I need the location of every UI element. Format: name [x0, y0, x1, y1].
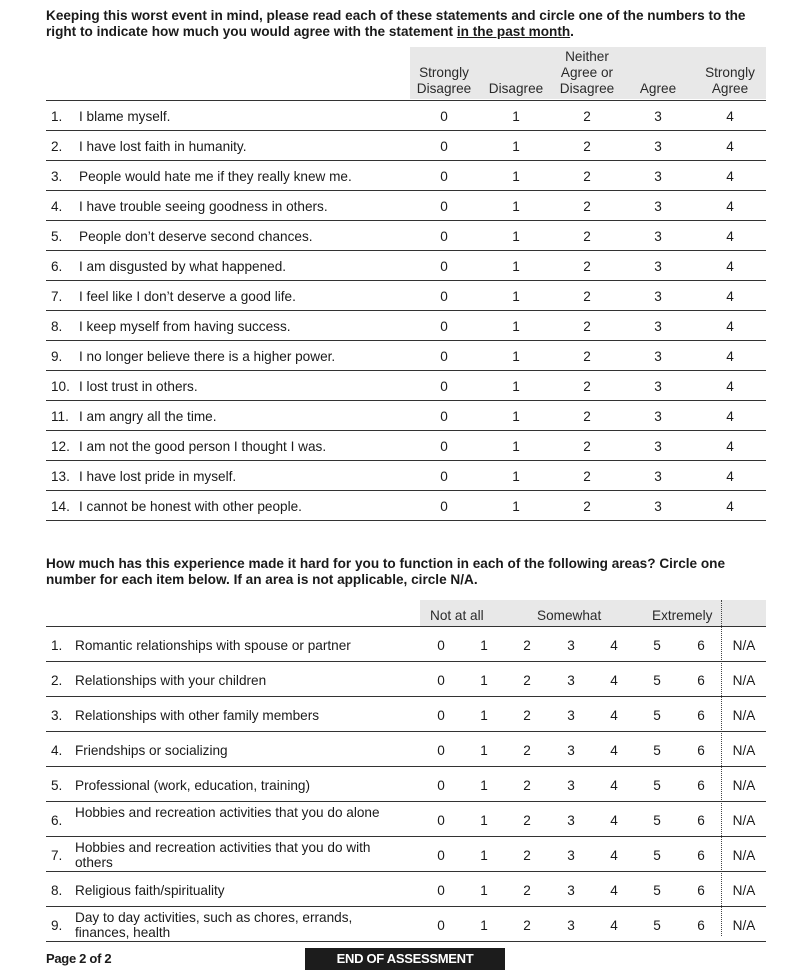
- rating-option[interactable]: 0: [437, 778, 445, 793]
- area-number: 4.: [51, 743, 63, 758]
- rating-option[interactable]: 4: [726, 229, 734, 244]
- rating-option[interactable]: 6: [697, 778, 705, 793]
- function-table-header: [46, 600, 766, 627]
- rating-option[interactable]: 0: [437, 883, 445, 898]
- statement-row: [46, 161, 766, 191]
- rating-option[interactable]: 3: [567, 918, 575, 933]
- rating-option[interactable]: 3: [654, 289, 662, 304]
- area-label: Relationships with other family members: [75, 708, 320, 723]
- rating-option[interactable]: 4: [726, 409, 734, 424]
- rating-option[interactable]: 4: [610, 743, 618, 758]
- area-number: 8.: [51, 883, 63, 898]
- area-number: 2.: [51, 673, 63, 688]
- rating-option[interactable]: 0: [437, 848, 445, 863]
- statement-text: I am not the good person I thought I was.: [79, 439, 327, 454]
- rating-option[interactable]: 5: [653, 673, 661, 688]
- area-label: Hobbies and recreation activities that you do alone: [75, 805, 380, 820]
- statement-number: 11.: [51, 409, 69, 424]
- rating-option[interactable]: 2: [583, 259, 591, 274]
- rating-option[interactable]: 2: [583, 289, 591, 304]
- function-area-row: [46, 837, 766, 872]
- rating-option[interactable]: 0: [437, 743, 445, 758]
- statement-row: [46, 131, 766, 161]
- function-area-row: [46, 802, 766, 837]
- statement-number: 7.: [51, 289, 63, 304]
- rating-option[interactable]: 1: [512, 109, 520, 124]
- statement-row: [46, 401, 766, 431]
- rating-option[interactable]: 0: [440, 199, 448, 214]
- rating-option[interactable]: 1: [512, 289, 520, 304]
- rating-option[interactable]: 2: [583, 469, 591, 484]
- rating-option[interactable]: 4: [726, 199, 734, 214]
- rating-option[interactable]: 0: [440, 379, 448, 394]
- rating-option[interactable]: 0: [440, 139, 448, 154]
- column-header-line: Agree: [711, 81, 749, 96]
- rating-option[interactable]: 0: [440, 109, 448, 124]
- rating-option[interactable]: 1: [480, 778, 488, 793]
- function-area-row: [46, 732, 766, 767]
- area-number: 7.: [51, 848, 63, 863]
- rating-option[interactable]: 0: [440, 259, 448, 274]
- rating-option[interactable]: 6: [697, 918, 705, 933]
- column-header: [480, 81, 552, 97]
- rating-option[interactable]: 1: [512, 259, 520, 274]
- column-header-line: Strongly: [419, 65, 469, 80]
- na-option[interactable]: N/A: [732, 813, 756, 828]
- rating-option[interactable]: 5: [653, 813, 661, 828]
- rating-option[interactable]: 0: [440, 469, 448, 484]
- rating-option[interactable]: 4: [726, 439, 734, 454]
- rating-option[interactable]: 6: [697, 708, 705, 723]
- statement-text: I am disgusted by what happened.: [79, 259, 287, 274]
- rating-option[interactable]: 1: [512, 169, 520, 184]
- rating-option[interactable]: 6: [697, 638, 705, 653]
- rating-option[interactable]: 4: [726, 379, 734, 394]
- rating-option[interactable]: 5: [653, 778, 661, 793]
- rating-option[interactable]: 3: [654, 469, 662, 484]
- area-label: Relationships with your children: [75, 673, 267, 688]
- statement-number: 4.: [51, 199, 63, 214]
- rating-option[interactable]: 0: [437, 708, 445, 723]
- statement-row: [46, 311, 766, 341]
- column-header-line: Strongly: [705, 65, 755, 80]
- rating-option[interactable]: 5: [653, 918, 661, 933]
- rating-option[interactable]: 1: [512, 469, 520, 484]
- rating-option[interactable]: 1: [512, 199, 520, 214]
- statement-text: I no longer believe there is a higher power.: [79, 349, 336, 364]
- area-number: 1.: [51, 638, 63, 653]
- na-option[interactable]: N/A: [732, 673, 756, 688]
- na-option[interactable]: N/A: [732, 848, 756, 863]
- rating-option[interactable]: 2: [583, 499, 591, 514]
- function-area-row: [46, 697, 766, 732]
- end-of-assessment-banner: END OF ASSESSMENT: [305, 948, 505, 970]
- rating-option[interactable]: 3: [567, 813, 575, 828]
- rating-option[interactable]: 0: [440, 289, 448, 304]
- function-area-row: [46, 627, 766, 662]
- na-option[interactable]: N/A: [732, 778, 756, 793]
- rating-option[interactable]: 2: [523, 638, 531, 653]
- rating-option[interactable]: 1: [512, 139, 520, 154]
- rating-option[interactable]: 1: [480, 848, 488, 863]
- rating-option[interactable]: 4: [726, 469, 734, 484]
- rating-option[interactable]: 1: [512, 229, 520, 244]
- rating-option[interactable]: 0: [440, 319, 448, 334]
- rating-option[interactable]: 4: [610, 708, 618, 723]
- area-number: 5.: [51, 778, 63, 793]
- column-header: [408, 65, 480, 97]
- statement-text: I lost trust in others.: [79, 379, 198, 394]
- rating-option[interactable]: 4: [726, 319, 734, 334]
- agreement-table-header: [46, 47, 766, 101]
- column-header-line: Disagree: [488, 81, 544, 96]
- rating-option[interactable]: 3: [567, 708, 575, 723]
- area-label: Professional (work, education, training): [75, 778, 310, 793]
- statement-row: [46, 491, 766, 521]
- statement-text: I keep myself from having success.: [79, 319, 291, 334]
- function-area-row: [46, 872, 766, 907]
- rating-option[interactable]: 0: [440, 409, 448, 424]
- rating-option[interactable]: 4: [610, 813, 618, 828]
- statement-number: 14.: [51, 499, 70, 514]
- statement-row: [46, 221, 766, 251]
- rating-option[interactable]: 5: [653, 638, 661, 653]
- rating-option[interactable]: 0: [440, 349, 448, 364]
- rating-option[interactable]: 0: [440, 229, 448, 244]
- na-option[interactable]: N/A: [732, 708, 756, 723]
- area-label: Hobbies and recreation activities that you do with others: [75, 840, 371, 870]
- statement-text: I am angry all the time.: [79, 409, 217, 424]
- column-header: [622, 81, 694, 97]
- rating-option[interactable]: 1: [480, 918, 488, 933]
- rating-option[interactable]: 6: [697, 848, 705, 863]
- na-option[interactable]: N/A: [732, 638, 756, 653]
- emphasis-past-month: in the past month: [456, 24, 571, 39]
- rating-option[interactable]: 4: [726, 169, 734, 184]
- statement-row: [46, 431, 766, 461]
- rating-option[interactable]: 1: [480, 708, 488, 723]
- statement-row: [46, 281, 766, 311]
- rating-option[interactable]: 2: [523, 708, 531, 723]
- column-header-line: Agree: [639, 81, 677, 96]
- rating-option[interactable]: 3: [567, 778, 575, 793]
- rating-option[interactable]: 0: [440, 169, 448, 184]
- rating-option[interactable]: 2: [523, 813, 531, 828]
- statement-text: I feel like I don’t deserve a good life.: [79, 289, 296, 304]
- column-header-line: Neither: [565, 49, 609, 64]
- rating-option[interactable]: 2: [583, 349, 591, 364]
- rating-option[interactable]: 2: [583, 379, 591, 394]
- statement-number: 8.: [51, 319, 63, 334]
- rating-option[interactable]: 4: [610, 883, 618, 898]
- function-area-row: [46, 662, 766, 697]
- rating-option[interactable]: 2: [523, 883, 531, 898]
- statement-text: I have trouble seeing goodness in others.: [79, 199, 328, 214]
- rating-option[interactable]: 3: [654, 109, 662, 124]
- rating-option[interactable]: 2: [523, 673, 531, 688]
- statement-text: People would hate me if they really knew me.: [79, 169, 352, 184]
- statement-text: I have lost faith in humanity.: [79, 139, 247, 154]
- na-option[interactable]: N/A: [732, 883, 756, 898]
- rating-option[interactable]: 3: [654, 439, 662, 454]
- header-somewhat: Somewhat: [537, 608, 602, 623]
- rating-option[interactable]: 6: [697, 673, 705, 688]
- column-header-line: Disagree: [559, 81, 615, 96]
- rating-option[interactable]: 4: [726, 139, 734, 154]
- statement-row: [46, 341, 766, 371]
- rating-option[interactable]: 4: [610, 918, 618, 933]
- function-area-row: [46, 907, 766, 942]
- statement-number: 1.: [51, 109, 63, 124]
- area-number: 9.: [51, 918, 63, 933]
- rating-option[interactable]: 6: [697, 883, 705, 898]
- page-number: Page 2 of 2: [46, 951, 112, 966]
- statement-row: [46, 461, 766, 491]
- function-area-row: [46, 767, 766, 802]
- rating-option[interactable]: 2: [583, 319, 591, 334]
- area-label: Friendships or socializing: [75, 743, 228, 758]
- statement-number: 10.: [51, 379, 70, 394]
- rating-option[interactable]: 6: [697, 813, 705, 828]
- agreement-table: [46, 47, 766, 521]
- na-option[interactable]: N/A: [732, 743, 756, 758]
- rating-option[interactable]: 3: [654, 499, 662, 514]
- column-header-line: Disagree: [416, 81, 472, 96]
- rating-option[interactable]: 2: [583, 109, 591, 124]
- rating-option[interactable]: 3: [567, 848, 575, 863]
- rating-option[interactable]: 4: [610, 638, 618, 653]
- rating-option[interactable]: 1: [512, 319, 520, 334]
- rating-option[interactable]: 4: [726, 259, 734, 274]
- rating-option[interactable]: 1: [512, 499, 520, 514]
- area-label: Day to day activities, such as chores, errands, finances, health: [75, 910, 353, 940]
- rating-option[interactable]: 1: [480, 638, 488, 653]
- column-header: [694, 65, 766, 97]
- rating-option[interactable]: 5: [653, 743, 661, 758]
- statement-text: People don’t deserve second chances.: [79, 229, 313, 244]
- area-label: Romantic relationships with spouse or partner: [75, 638, 351, 653]
- statement-number: 13.: [51, 469, 70, 484]
- rating-option[interactable]: 4: [610, 673, 618, 688]
- header-not-at-all: Not at all: [430, 608, 484, 623]
- rating-option[interactable]: 3: [654, 379, 662, 394]
- statement-number: 6.: [51, 259, 63, 274]
- rating-option[interactable]: 4: [610, 778, 618, 793]
- rating-option[interactable]: 4: [726, 109, 734, 124]
- rating-option[interactable]: 3: [654, 409, 662, 424]
- statement-row: [46, 101, 766, 131]
- rating-option[interactable]: 0: [437, 638, 445, 653]
- statement-text: I cannot be honest with other people.: [79, 499, 302, 514]
- rating-option[interactable]: 3: [654, 199, 662, 214]
- na-option[interactable]: N/A: [732, 918, 756, 933]
- header-extremely: Extremely: [652, 608, 713, 623]
- rating-option[interactable]: 1: [480, 743, 488, 758]
- rating-option[interactable]: 2: [523, 743, 531, 758]
- statement-row: [46, 251, 766, 281]
- statement-text: I blame myself.: [79, 109, 171, 124]
- rating-option[interactable]: 3: [654, 349, 662, 364]
- rating-option[interactable]: 2: [583, 199, 591, 214]
- rating-option[interactable]: 0: [440, 439, 448, 454]
- rating-option[interactable]: 2: [583, 169, 591, 184]
- statement-row: [46, 191, 766, 221]
- column-header: [551, 49, 623, 97]
- rating-option[interactable]: 1: [512, 379, 520, 394]
- statement-number: 5.: [51, 229, 63, 244]
- rating-option[interactable]: 3: [654, 229, 662, 244]
- rating-option[interactable]: 2: [583, 439, 591, 454]
- rating-option[interactable]: 2: [523, 848, 531, 863]
- rating-option[interactable]: 1: [512, 349, 520, 364]
- rating-option[interactable]: 0: [437, 673, 445, 688]
- statement-number: 2.: [51, 139, 63, 154]
- rating-option[interactable]: 3: [567, 883, 575, 898]
- rating-option[interactable]: 4: [610, 848, 618, 863]
- column-header-line: Agree or: [560, 65, 614, 80]
- rating-option[interactable]: 2: [523, 918, 531, 933]
- rating-option[interactable]: 1: [480, 673, 488, 688]
- function-table: [46, 600, 766, 942]
- area-label: Religious faith/spirituality: [75, 883, 225, 898]
- statement-number: 12.: [51, 439, 70, 454]
- section2-instructions: How much has this experience made it hard for you to function in each of the following areas? Circle one number for each item below. If an area is not applicable, circle N/A.: [46, 556, 726, 587]
- rating-option[interactable]: 3: [654, 139, 662, 154]
- rating-option[interactable]: 1: [512, 439, 520, 454]
- rating-option[interactable]: 5: [653, 883, 661, 898]
- statement-text: I have lost pride in myself.: [79, 469, 237, 484]
- rating-option[interactable]: 4: [726, 289, 734, 304]
- rating-option[interactable]: 2: [583, 139, 591, 154]
- statement-number: 9.: [51, 349, 63, 364]
- rating-option[interactable]: 5: [653, 708, 661, 723]
- rating-option[interactable]: 0: [440, 499, 448, 514]
- rating-option[interactable]: 4: [726, 349, 734, 364]
- area-number: 6.: [51, 813, 63, 828]
- rating-option[interactable]: 1: [512, 409, 520, 424]
- statement-number: 3.: [51, 169, 63, 184]
- area-number: 3.: [51, 708, 63, 723]
- rating-option[interactable]: 4: [726, 499, 734, 514]
- rating-option[interactable]: 2: [583, 229, 591, 244]
- rating-option[interactable]: 3: [567, 673, 575, 688]
- section1-instructions: Keeping this worst event in mind, please read each of these statements and circle one of the numbers to the right to indicate how much you would agree with the statement in the past month.: [46, 8, 746, 39]
- rating-option[interactable]: 3: [567, 743, 575, 758]
- rating-option[interactable]: 6: [697, 743, 705, 758]
- rating-option[interactable]: 2: [523, 778, 531, 793]
- rating-option[interactable]: 3: [654, 259, 662, 274]
- rating-option[interactable]: 1: [480, 813, 488, 828]
- rating-option[interactable]: 3: [654, 169, 662, 184]
- rating-option[interactable]: 0: [437, 813, 445, 828]
- rating-option[interactable]: 0: [437, 918, 445, 933]
- statement-row: [46, 371, 766, 401]
- rating-option[interactable]: 2: [583, 409, 591, 424]
- rating-option[interactable]: 5: [653, 848, 661, 863]
- rating-option[interactable]: 3: [654, 319, 662, 334]
- rating-option[interactable]: 3: [567, 638, 575, 653]
- rating-option[interactable]: 1: [480, 883, 488, 898]
